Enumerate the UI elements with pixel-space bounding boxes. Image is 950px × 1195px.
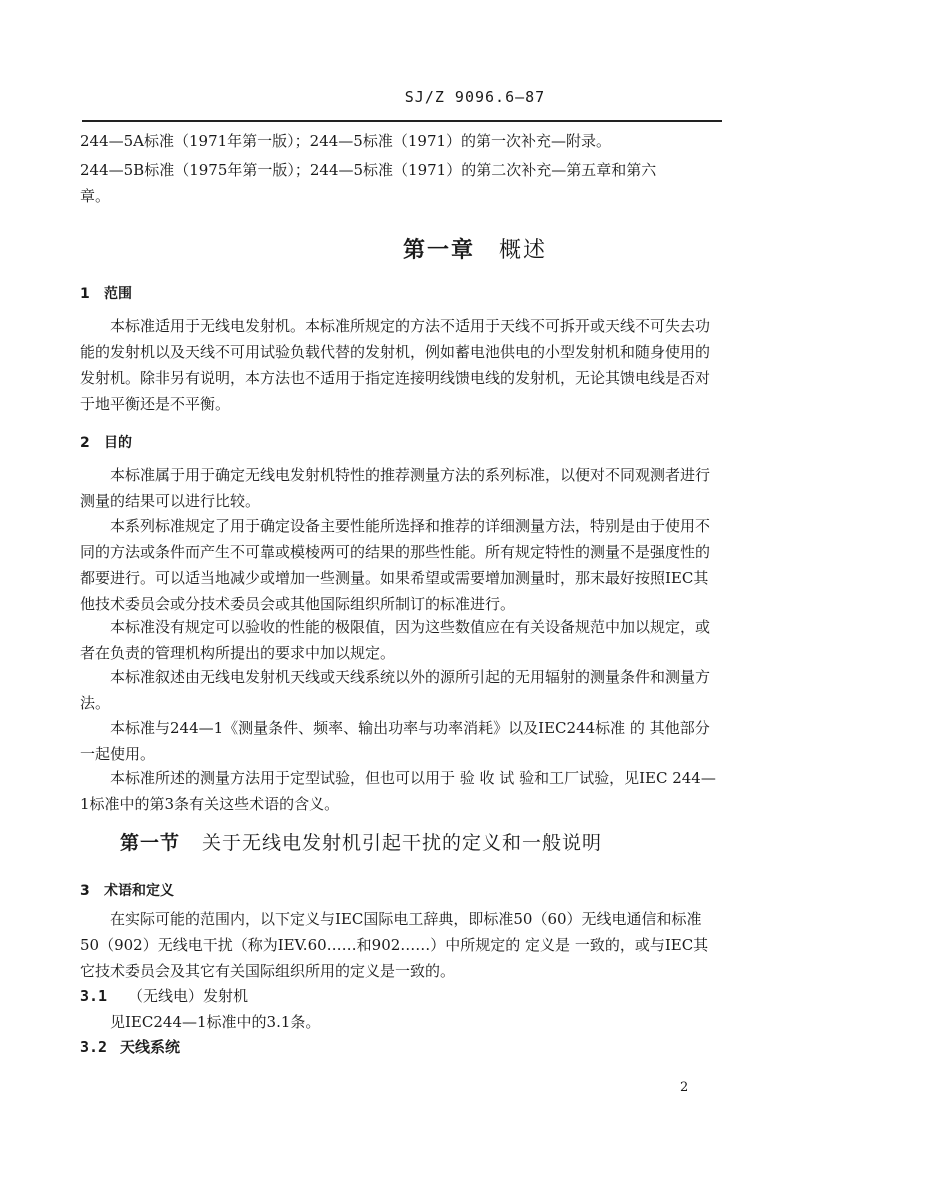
section-2-paragraph-2: 本系列标准规定了用于确定设备主要性能所选择和推荐的详细测量方法，特别是由于使用不同的方法或条件而产生不可靠或模棱两可的结果的那些性能。所有规定特性的测量不是强度性的都要进行。可以适当地减少或增加一些测量。如果希望或需要增加测量时，那末最好按照IEC其他技术委员会或分技术委员会或其他国际组织所制订的标准进行。 xyxy=(80,517,711,613)
section-3-paragraph: 在实际可能的范围内，以下定义与IEC国际电工辞典，即标准50（60）无线电通信和标准50（902）无线电干扰（称为IEV.60……和902……）中所规定的 定义是 一致的，或与IEC其它技术委员会及其它有关国际组织所用的定义是一致的。 xyxy=(80,910,709,980)
item-title: 天线系统 xyxy=(120,1038,181,1056)
section-title: 术语和定义 xyxy=(104,883,174,899)
section-2-paragraph-1: 本标准属于用于确定无线电发射机特性的推荐测量方法的系列标准，以便对不同观测者进行测量的结果可以进行比较。 xyxy=(80,466,711,510)
document-header: SJ/Z 9096.6—87 xyxy=(404,88,546,106)
subsection-heading xyxy=(120,828,602,855)
section-title: 目的 xyxy=(104,435,132,451)
chapter-label: 第一章 xyxy=(402,237,475,263)
section-2-paragraph-4: 本标准叙述由无线电发射机天线或天线系统以外的源所引起的无用辐射的测量条件和测量方法。 xyxy=(80,668,711,712)
section-2-heading xyxy=(80,432,132,452)
intro-line-2: 244—5B标准（1975年第一版）；244—5标准（1971）的第二次补充—第五章和第六 xyxy=(80,161,657,179)
item-number: 3.1 xyxy=(80,987,108,1005)
section-number: 1 xyxy=(80,286,90,302)
section-1-heading xyxy=(80,283,132,303)
intro-line-3: 章。 xyxy=(80,187,111,205)
section-2-paragraph-5: 本标准与244—1《测量条件、频率、输出功率与功率消耗》以及IEC244标准 的 其他部分一起使用。 xyxy=(80,719,710,763)
section-2-paragraph-6: 本标准所述的测量方法用于定型试验，但也可以用于 验 收 试 验和工厂试验，见IEC 244—1标准中的第3条有关这些术语的含义。 xyxy=(80,769,716,813)
page-number: 2 xyxy=(680,1080,689,1095)
item-number: 3.2 xyxy=(80,1038,108,1056)
chapter-title: 概述 xyxy=(499,238,548,263)
item-3-2-heading xyxy=(80,1036,180,1057)
section-1-paragraph: 本标准适用于无线电发射机。本标准所规定的方法不适用于天线不可拆开或天线不可失去功能的发射机以及天线不可用试验负载代替的发射机，例如蓄电池供电的小型发射机和随身使用的发射机。除非另有说明，本方法也不适用于指定连接明线馈电线的发射机，无论其馈电线是否对于地平衡还是不平衡。 xyxy=(80,317,711,413)
item-3-1-body: 见IEC244—1标准中的3.1条。 xyxy=(110,1013,321,1031)
subsection-label: 第一节 xyxy=(120,832,181,854)
intro-line-1: 244—5A标准（1971年第一版）；244—5标准（1971）的第一次补充—附录。 xyxy=(80,132,612,150)
header-rule xyxy=(82,120,722,122)
section-number: 2 xyxy=(80,435,90,451)
item-title: （无线电）发射机 xyxy=(128,987,249,1005)
section-3-heading xyxy=(80,880,174,900)
section-title: 范围 xyxy=(104,286,132,302)
subsection-title: 关于无线电发射机引起干扰的定义和一般说明 xyxy=(202,832,603,854)
item-3-1-heading xyxy=(80,985,248,1006)
section-number: 3 xyxy=(80,883,90,899)
chapter-heading xyxy=(0,233,950,264)
section-2-paragraph-3: 本标准没有规定可以验收的性能的极限值，因为这些数值应在有关设备规范中加以规定，或者在负责的管理机构所提出的要求中加以规定。 xyxy=(80,618,711,662)
